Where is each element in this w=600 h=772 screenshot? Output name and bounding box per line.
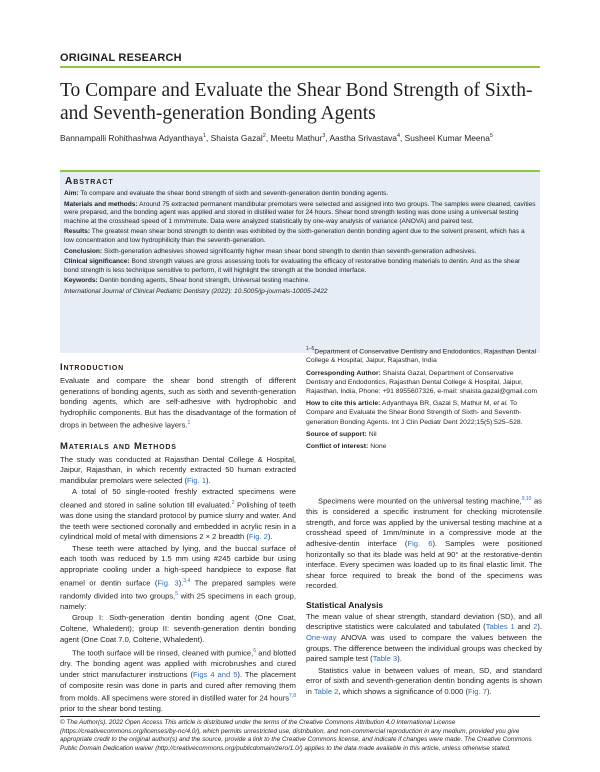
source-of-support [306, 430, 542, 439]
stats-paragraph [306, 666, 542, 698]
aim-text: To compare and evaluate the shear bond strength of sixth and seventh-generation dentin bonding agents. [80, 190, 389, 197]
figure-link[interactable]: Fig. 3 [157, 578, 179, 588]
affiliation-block [306, 345, 542, 454]
methods-text: ). [206, 475, 211, 485]
conclusion-text: Sixth-generation adhesives showed significantly higher mean shear bond strength to dentin than seventh-generation adhesives. [103, 247, 477, 255]
footer-divider [60, 716, 540, 717]
author-affiliation: 2 [262, 133, 266, 139]
corr-label: Corresponding Author: [306, 369, 381, 377]
ref-link[interactable]: 7,8 [289, 693, 296, 700]
ref-link[interactable]: 6 [253, 648, 257, 655]
author-name: Bannampalli Rohithashwa Adyanthaya [60, 132, 203, 143]
methods-text: Polishing of teeth was done using the standard protocol by pumice slurry and water. And the teeth were sectioned coronally and embedded in acrylic resin in a cylindrical mold of metal with dimensions 2 × 2 breadth ( [60, 500, 296, 542]
cite-text: To Compare and Evaluate the Shear Bond Strength of Sixth- and Seventh-generation Bonding Agents. Int J Clin Pediatr Dent 2022;15(5):525–528. [306, 400, 523, 426]
table-link[interactable]: Table 2 [313, 687, 339, 697]
methods-text: prior to the shear bond testing. [60, 704, 164, 714]
author-name: Shaista Gazal [210, 132, 263, 143]
statistical-analysis-heading: Statistical Analysis [306, 599, 384, 610]
source-value: Nil [368, 430, 377, 438]
body-text: The mean value of shear strength, standard deviation (SD), and all descriptive statistics were calculated and tabulated ( [306, 611, 542, 632]
conflict-of-interest [306, 442, 542, 451]
body-text: as this is considered a specific instrument for checking microtensile strength, and force was applied by the universal testing machine at a crosshead speed of 1mm/minute in a compressive mode at the adhesive-dentin interface ( [306, 496, 542, 548]
author-list: Bannampalli Rohithashwa Adyanthaya$^1$, Shaista Gazal$^2$, Meetu Mathur$^3$, Aastha Srivastava$^4$, Susheel Kumar Meena$^5$ [60, 132, 493, 143]
table-link[interactable]: Table 3 [372, 654, 398, 664]
methods-text: The tooth surface will be rinsed, cleaned with pumice, [72, 648, 254, 658]
body-text: Statistics value in between values of mean, SD, and standard error of sixth and seventh-generation dentin bonding agents is shown in [306, 665, 542, 697]
author-affiliation: 3 [322, 133, 326, 139]
abstract-aim [64, 190, 536, 199]
methods-text: with 25 specimens in each group, namely: [60, 591, 296, 611]
intro-heading: Introduction [60, 362, 124, 373]
corr-text: Shaista Gazal, Department of Conservative Dentistry and Endodontics, Rajasthan Dental College & Hospital, Jaipur, Rajasthan, India, Phone: +91 8955607326, e-mail: shaista.gazal@gmail.com [306, 369, 538, 396]
intro-text: Evaluate and compare the shear bond strength of different generations of bonding agents, such as sixth and seventh-generation bonding agents, which are self-adhesive with hydrophobic and hydrophilic components. But has the disadvantage of the formation of drops in between the adhesive layers. [60, 376, 296, 430]
cite-label: How to cite this article: [306, 400, 381, 408]
cite-etal: et al. [493, 400, 509, 408]
methods-label: Materials and methods: [64, 200, 138, 208]
article-title: To Compare and Evaluate the Shear Bond Strength of Sixth- and Seventh-generation Bonding Agents [60, 80, 533, 124]
figure-link[interactable]: Fig. 7 [467, 687, 487, 697]
table-link[interactable]: 2 [533, 622, 538, 632]
source-label: Source of support: [306, 430, 367, 438]
clinical-text: Bond strength values are gross assessing tools for evaluating the efficacy of restorative bonding materials to dentin. And as the shear bond strength is less technique sensitive to perform, it will highlight the strength at the bonded interface. [64, 258, 521, 274]
figure-link[interactable]: Figs 4 and 5 [193, 669, 238, 679]
affiliation [306, 345, 542, 366]
abstract-results [64, 228, 536, 245]
cite-text: Adyanthaya BR, Gazal S, Mathur M, [381, 400, 492, 408]
ref-link[interactable]: 1 [187, 420, 191, 427]
author-name: Meetu Mathur [270, 132, 323, 143]
abstract-clinical [64, 258, 536, 275]
methods-text: ). [178, 578, 184, 588]
methods-text: and blotted dry. The bonding agent was applied with microbrushes and cured under strict manufacturer instructions ( [60, 648, 296, 679]
results-text: The greatest mean shear bond strength to dentin was exhibited by the sixth-generation dentin bonding agent due to the solvent present, which has a low concentration and low hydrophilicity than the seventh-generation. [64, 228, 525, 244]
anova-link[interactable]: One-way [306, 633, 337, 643]
table-link[interactable]: Tables 1 [485, 622, 515, 632]
section-divider [60, 66, 540, 68]
body-text: and [514, 622, 534, 632]
license-footer: © The Author(s). 2022 Open Access This article is distributed under the terms of the Creative Commons Attribution 4.0 International License (https://creativecommons.org/licenses/by-nc/4.0/), which permits unrestricted use, distribution, and non-commercial reproduction in any medium, provided you give appropriate credit to the original author(s) and the source, provide a link to the Creative Commons license, and indicate if changes were made. The Creative Commons Public Domain Dedication waiver (http://creativecommons.org/publicdomain/zero/1.0/) applies to the data made available in this article, unless otherwise stated. [60, 719, 532, 752]
abstract-box [60, 170, 540, 353]
body-text: ). [486, 687, 492, 697]
body-text: ). [397, 654, 402, 664]
body-text: ). [537, 622, 543, 632]
methods-text: The prepared samples were randomly divided into two groups, [60, 578, 296, 601]
affiliation-text: Department of Conservative Dentistry and Endodontics, Rajasthan Dental College & Hospital, Jaipur, Rajasthan, India [306, 348, 537, 365]
left-column [60, 362, 296, 716]
ref-link[interactable]: 3,4 [183, 577, 191, 584]
author-affiliation: 4 [396, 133, 401, 139]
methods-text: ). The placement of composite resin was done in parts and cured after removing them from molds. All specimens were stored in distilled water for 24 hours [60, 669, 296, 703]
author-affiliation: 1 [202, 133, 206, 139]
methods-text: The study was conducted at Rajasthan Dental College & Hospital, Jaipur, Rajasthan, in which recently extracted 50 human extracted mandibular premolars were selected ( [60, 454, 296, 485]
conflict-label: Conflict of interest: [306, 443, 369, 451]
aim-label: Aim: [64, 190, 79, 197]
journal-citation: International Journal of Clinical Pediatric Dentistry (2022): 10.5005/jp-journals-10005-2422 [64, 287, 328, 295]
results-label: Results: [64, 228, 91, 236]
ref-link[interactable]: 9,10 [521, 496, 532, 502]
right-column-body [306, 494, 542, 699]
conclusion-label: Conclusion: [64, 247, 103, 255]
abstract-conclusion [64, 248, 536, 257]
methods-paragraph [60, 646, 296, 715]
abstract-keywords [64, 277, 536, 286]
testing-paragraph [306, 494, 542, 592]
figure-link[interactable]: Fig. 1 [187, 475, 207, 485]
methods-text: A total of 50 single-rooted freshly extracted specimens were cleaned and stored in saline solution till evaluated. [60, 487, 296, 510]
conflict-value: None [370, 443, 387, 451]
methods-paragraph: Group I: Sixth-generation dentin bonding agent (One Coat, Coltene, Whaledent); group II: seventh-generation dentin bonding agent (One Coat 7.0, Coltene, Whaledent). [60, 613, 296, 644]
body-text: ). Samples were positioned horizontally so that its blade was held at 90° at the restorative-dentin interface. Every specimen was loaded up to its final elastic limit. The shear force required to break the bond of the specimens was recorded. [306, 538, 542, 591]
keywords-text: Dentin bonding agents, Shear bond strength, Universal testing machine. [99, 277, 310, 285]
figure-link[interactable]: Fig. 6 [407, 538, 433, 548]
ref-link[interactable]: 2 [231, 499, 235, 506]
how-to-cite [306, 399, 542, 427]
methods-paragraph [60, 455, 296, 487]
body-text: Specimens were mounted on the universal testing machine, [318, 496, 522, 506]
section-label: ORIGINAL RESEARCH [60, 52, 182, 64]
clinical-label: Clinical significance: [64, 258, 130, 266]
author-name: Susheel Kumar Meena [404, 132, 490, 143]
body-text: ANOVA was used to compare the values between the groups. The difference between the individual groups was checked by paired sample test ( [306, 633, 542, 664]
abstract-heading: Abstract [65, 176, 114, 187]
methods-text: These teeth were attached by lying, and the buccal surface of each tooth was reduced by 1.5 mm using #245 carbide bur using appropriate cooling under a high-speed handpiece to expose flat enamel or dentin surface ( [60, 543, 296, 588]
author-affiliation: 5 [489, 133, 493, 139]
methods-text: ). [267, 532, 273, 542]
keywords-label: Keywords: [64, 277, 98, 285]
intro-paragraph [60, 376, 296, 432]
methods-paragraph [60, 487, 296, 543]
abstract-methods [64, 201, 536, 227]
methods-paragraph [60, 544, 296, 613]
figure-link[interactable]: Fig. 2 [248, 532, 268, 542]
body-text: , which shows a significance of 0.000 ( [338, 687, 468, 697]
affiliation-numbers: 1–5 [306, 346, 315, 352]
methods-heading: Materials and Methods [60, 440, 177, 452]
corresponding-author [306, 369, 542, 397]
ref-link[interactable]: 5 [175, 590, 179, 597]
author-name: Aastha Srivastava [329, 132, 397, 143]
methods-text: Around 75 extracted permanent mandibular premolars were selected and assigned into two groups. The samples were cleaned, cavities were prepared, and the bonding agent was applied and stored in distilled water for 24 hours. Shear bond strength testing was done using a universal testing machine at the crosshead speed of 1 mm/minute. Data were analyzed statistically by one-way analysis of variance (ANOVA) and paired test. [64, 200, 536, 225]
stats-paragraph [306, 612, 542, 665]
